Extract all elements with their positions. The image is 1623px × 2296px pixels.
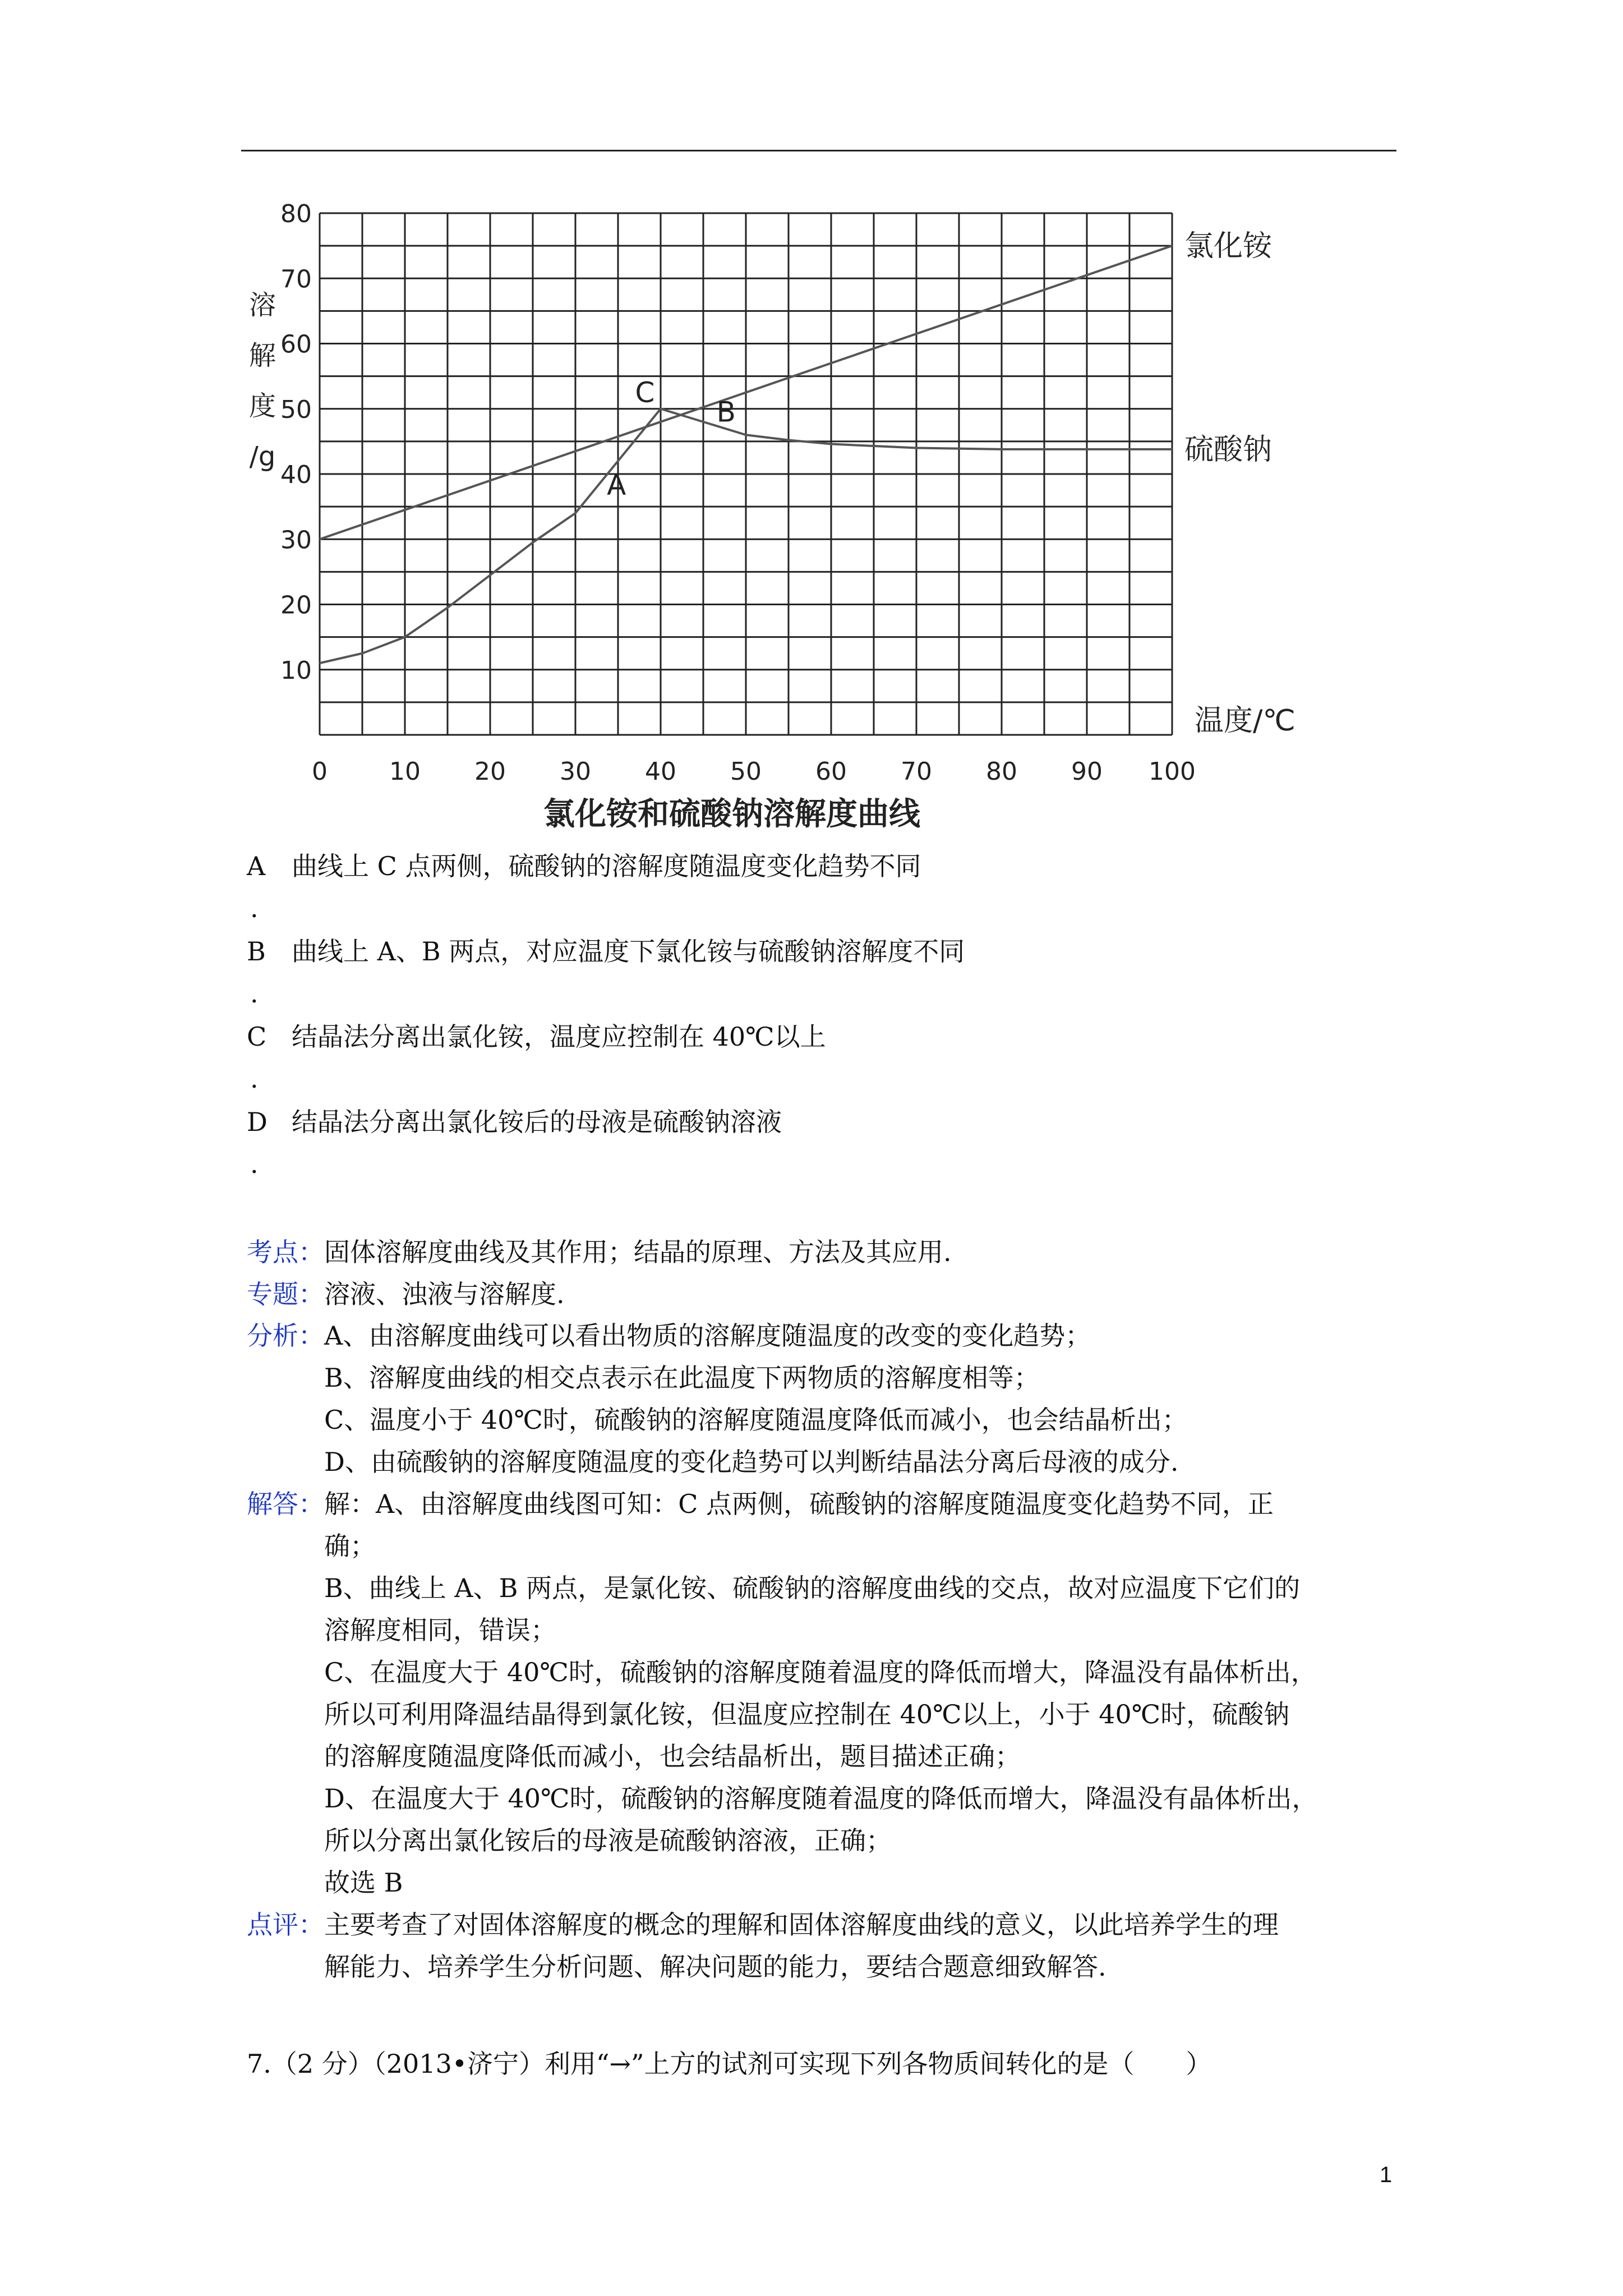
y-tick-label: 10 [280, 656, 312, 685]
option-c-text: 结晶法分离出氯化铵，温度应控制在 40℃以上 [292, 1022, 826, 1052]
jieda-line-7: 的溶解度随温度降低而减小，也会结晶析出，题目描述正确； [324, 1741, 1021, 1772]
x-tick-label: 50 [730, 757, 762, 786]
fenxi-line-4: D、由硫酸钠的溶解度随温度的变化趋势可以判断结晶法分离后母液的成分. [324, 1447, 1179, 1477]
point-label: A [607, 468, 626, 501]
y-tick-label: 20 [280, 591, 312, 620]
x-tick-label: 30 [560, 757, 591, 786]
option-b-text: 曲线上 A、B 两点，对应温度下氯化铵与硫酸钠溶解度不同 [292, 936, 965, 967]
jieda-line-9: 所以分离出氯化铵后的母液是硫酸钠溶液，正确； [324, 1825, 892, 1856]
option-a-dot: . [250, 893, 259, 923]
zhuanti-text: 溶液、浊液与溶解度. [324, 1279, 565, 1309]
dianping-line-2: 解能力、培养学生分析问题、解决问题的能力，要结合题意细致解答. [324, 1952, 1106, 1982]
dianping-row [247, 1904, 1279, 1941]
jieda-label: 解答： [247, 1489, 324, 1519]
y-tick-label: 50 [280, 395, 312, 424]
series-label: 硫酸钠 [1184, 432, 1272, 467]
option-b-letter: B [247, 936, 266, 967]
zhuanti-row [247, 1274, 565, 1311]
fenxi-line-1: A、由溶解度曲线可以看出物质的溶解度随温度的改变的变化趋势； [324, 1320, 1091, 1351]
jieda-row [247, 1484, 1274, 1521]
y-tick-label: 40 [280, 461, 312, 489]
y-axis-label-char: 度 [248, 390, 276, 422]
fenxi-label: 分析： [247, 1320, 324, 1351]
question-7: 7.（2 分）（2013•济宁）利用“→”上方的试剂可实现下列各物质间转化的是（ ） [247, 2049, 1212, 2079]
kaodian-row [247, 1232, 952, 1269]
x-tick-label: 60 [815, 757, 847, 786]
jieda-line-2: 确； [324, 1531, 376, 1561]
point-label: C [635, 376, 655, 409]
y-tick-label: 80 [280, 200, 312, 228]
x-tick-label: 20 [474, 757, 506, 786]
option-c-letter: C [247, 1022, 267, 1052]
chart-title: 氯化铵和硫酸钠溶解度曲线 [543, 796, 920, 832]
fenxi-line-3: C、温度小于 40℃时，硫酸钠的溶解度随温度降低而减小，也会结晶析出； [324, 1405, 1188, 1435]
jieda-line-10: 故选 B [324, 1867, 403, 1898]
fenxi-line-2: B、溶解度曲线的相交点表示在此温度下两物质的溶解度相等； [324, 1363, 1040, 1393]
header-rule [241, 150, 1396, 151]
x-tick-label: 0 [312, 757, 328, 786]
y-axis-label-char: 溶 [248, 289, 276, 321]
option-c-dot: . [250, 1064, 259, 1094]
jieda-line-4: 溶解度相同，错误； [324, 1615, 556, 1645]
option-d [247, 1102, 782, 1139]
page-number: 1 [1380, 2162, 1393, 2187]
option-b-dot: . [250, 978, 259, 1009]
fenxi-row [247, 1315, 1091, 1352]
kaodian-text: 固体溶解度曲线及其作用；结晶的原理、方法及其应用. [324, 1237, 952, 1267]
kaodian-label: 考点： [247, 1237, 324, 1267]
option-a-text: 曲线上 C 点两侧，硫酸钠的溶解度随温度变化趋势不同 [292, 851, 921, 881]
option-d-letter: D [247, 1107, 268, 1137]
y-tick-label: 70 [280, 265, 312, 294]
dianping-label: 点评： [247, 1910, 324, 1940]
dianping-line-1: 主要考查了对固体溶解度的概念的理解和固体溶解度曲线的意义，以此培养学生的理 [324, 1910, 1279, 1940]
jieda-line-5: C、在温度大于 40℃时，硫酸钠的溶解度随着温度的降低而增大，降温没有晶体析出， [324, 1657, 1317, 1687]
y-tick-label: 60 [280, 330, 312, 359]
option-a [247, 846, 921, 883]
x-tick-label: 70 [901, 757, 932, 786]
option-c [247, 1016, 826, 1053]
jieda-line-6: 所以可利用降温结晶得到氯化铵，但温度应控制在 40℃以上，小于 40℃时，硫酸钠 [324, 1699, 1290, 1729]
series-label: 氯化铵 [1184, 229, 1272, 264]
option-a-letter: A [247, 851, 266, 881]
y-tick-label: 30 [280, 526, 312, 555]
zhuanti-label: 专题： [247, 1279, 324, 1309]
x-tick-label: 80 [986, 757, 1017, 786]
option-d-text: 结晶法分离出氯化铵后的母液是硫酸钠溶液 [292, 1107, 782, 1137]
x-tick-label: 40 [645, 757, 676, 786]
jieda-line-3: B、曲线上 A、B 两点，是氯化铵、硫酸钠的溶解度曲线的交点，故对应温度下它们的 [324, 1573, 1301, 1603]
solubility-chart [236, 185, 1295, 853]
jieda-line-1: 解：A、由溶解度曲线图可知：C 点两侧，硫酸钠的溶解度随温度变化趋势不同，正 [324, 1489, 1274, 1519]
x-axis-label: 温度/℃ [1195, 704, 1295, 738]
jieda-line-8: D、在温度大于 40℃时，硫酸钠的溶解度随着温度的降低而增大，降温没有晶体析出， [324, 1783, 1318, 1814]
y-axis-label-char: 解 [248, 340, 276, 371]
point-label: B [716, 395, 736, 429]
option-b [247, 931, 965, 968]
x-tick-label: 90 [1071, 757, 1103, 786]
x-tick-label: 10 [389, 757, 421, 786]
x-tick-label: 100 [1149, 757, 1196, 786]
option-d-dot: . [250, 1149, 259, 1179]
y-axis-label-char: /g [249, 441, 276, 472]
